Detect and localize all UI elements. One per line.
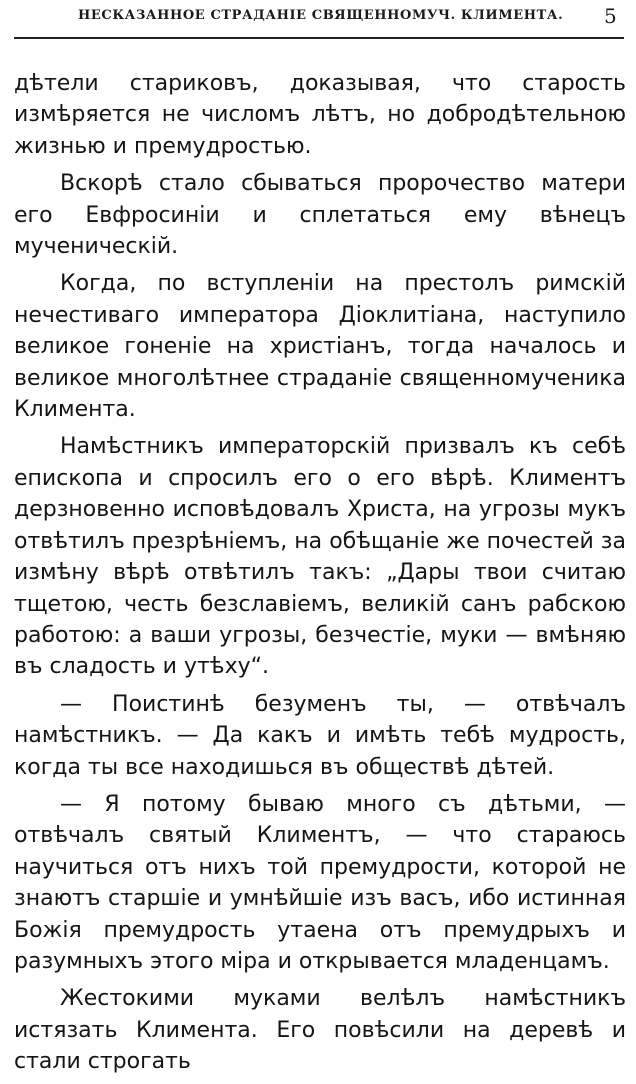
paragraph: дѣтели стариковъ, доказывая, что старость измѣряется не числомъ лѣтъ, но добродѣтельною жизнью и премудростью.: [14, 71, 626, 159]
page-number: 5: [604, 4, 617, 28]
body-text: [14, 68, 626, 1084]
paragraph: — Поистинѣ безуменъ ты, — отвѣчалъ намѣстникъ. — Да какъ и имѣть тебѣ мудрость, когда ты все находишься въ обществѣ дѣтей.: [14, 691, 626, 780]
header-rule: [14, 37, 624, 39]
paragraph: Намѣстникъ императорскій призвалъ къ себѣ епископа и спросилъ его о его вѣрѣ. Климентъ дерзновенно исповѣдовалъ Христа, на угрозы мукъ отвѣтилъ презрѣніемъ, на обѣщаніе же почестей за измѣну вѣрѣ отвѣтилъ такъ: „Дары твои считаю тщетою, честь безславіемъ, великій санъ рабскою работою: а ваши угрозы, безчестіе, муки — вмѣняю въ сладость и утѣху“.: [14, 434, 626, 680]
paragraph: — Я потому бываю много съ дѣтьми, — отвѣчалъ святый Климентъ, — что стараюсь научиться отъ нихъ той премудрости, которой не знаютъ старшіе и умнѣйшіе изъ васъ, ибо истинная Божія премудрость утаена отъ премудрыхъ и разумныхъ этого міра и открывается младенцамъ.: [14, 791, 626, 974]
running-header: [0, 4, 636, 34]
running-title: НЕСКАЗАННОЕ СТРАДАНІЕ СВЯЩЕННОМУЧ. КЛИМЕНТА.: [78, 8, 564, 23]
paragraph: Когда, по вступленіи на престолъ римскій нечестиваго императора Діоклитіана, наступило великое гоненіе на христіанъ, тогда началось и великое многолѣтнее страданіе священномученика Климента.: [14, 271, 626, 423]
paragraph: Вскорѣ стало сбываться пророчество матери его Евфросиніи и сплетаться ему вѣнецъ мученическій.: [14, 171, 626, 260]
paragraph: Жестокими муками велѣлъ намѣстникъ истязать Климента. Его повѣсили на деревѣ и стали строгать: [14, 986, 626, 1075]
